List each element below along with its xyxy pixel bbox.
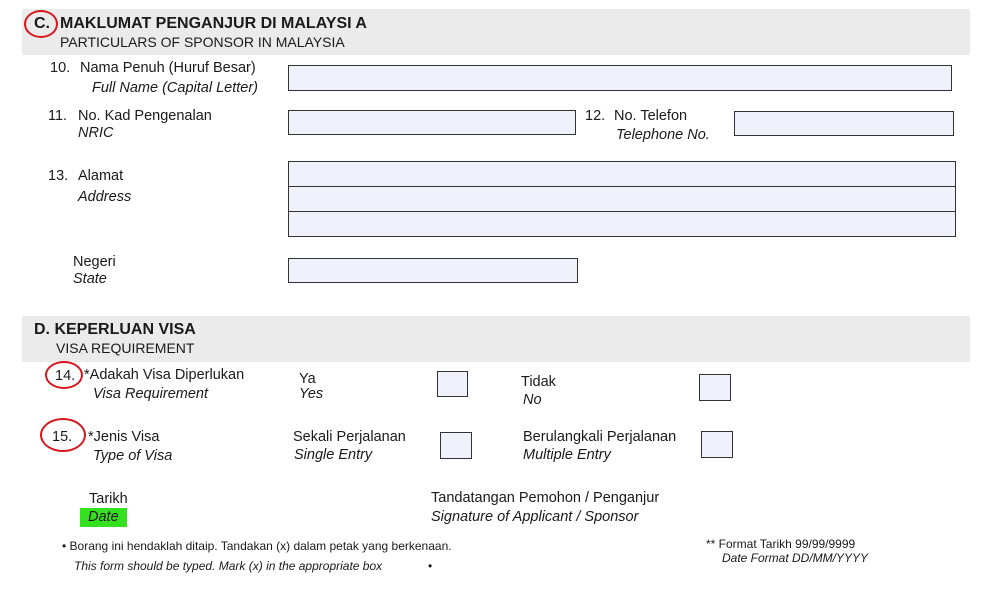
q15-label: *Jenis Visa (88, 429, 160, 445)
date-format-note-en: Date Format DD/MM/YYYY (722, 551, 869, 565)
footer-note-en: This form should be typed. Mark (x) in the appropriate box (74, 559, 383, 573)
footer-bullet: • (428, 559, 433, 573)
annotation-circle-c (24, 10, 58, 38)
state-label: Negeri (73, 254, 116, 270)
q10-label: Nama Penuh (Huruf Besar) (80, 60, 256, 76)
section-c-title: MAKLUMAT PENGANJUR DI MALAYSI A (60, 15, 367, 32)
q12-label: No. Telefon (614, 108, 688, 124)
date-format-note: ** Format Tarikh 99/99/9999 (706, 537, 856, 551)
q15-multiple-label-en: Multiple Entry (523, 447, 611, 463)
q10-number: 10. (50, 60, 71, 76)
q14-number: 14. (55, 368, 76, 384)
signature-label-en: Signature of Applicant / Sponsor (431, 509, 639, 525)
full-name-field[interactable] (288, 65, 952, 91)
date-label: Tarikh (89, 491, 128, 507)
visa-required-yes-checkbox[interactable] (437, 371, 468, 397)
section-c-subtitle: PARTICULARS OF SPONSOR IN MALAYSIA (60, 34, 345, 50)
q14-label: *Adakah Visa Diperlukan (84, 367, 245, 383)
signature-label: Tandatangan Pemohon / Penganjur (431, 490, 660, 506)
annotation-circle-15 (40, 418, 86, 452)
q14-yes-label-en: Yes (299, 386, 324, 402)
multiple-entry-checkbox[interactable] (701, 431, 733, 458)
q15-single-label-en: Single Entry (294, 447, 373, 463)
telephone-field[interactable] (734, 111, 954, 136)
q12-number: 12. (585, 108, 606, 124)
q13-label: Alamat (78, 168, 124, 184)
q11-label-en: NRIC (78, 125, 114, 141)
state-label-en: State (73, 271, 107, 287)
section-c-letter: C. (34, 15, 50, 32)
q13-number: 13. (48, 168, 69, 184)
q11-number: 11. (48, 108, 68, 124)
q12-label-en: Telephone No. (616, 127, 710, 143)
visa-required-no-checkbox[interactable] (699, 374, 731, 401)
q15-number: 15. (52, 429, 73, 445)
single-entry-checkbox[interactable] (440, 432, 472, 459)
q14-yes-label: Ya (299, 371, 316, 387)
q14-label-en: Visa Requirement (93, 386, 208, 402)
q15-label-en: Type of Visa (93, 448, 173, 464)
address-line-1[interactable] (288, 161, 956, 187)
q14-no-label: Tidak (521, 374, 556, 390)
q10-label-en: Full Name (Capital Letter) (92, 80, 258, 96)
footer-note: • Borang ini hendaklah ditaip. Tandakan (x) dalam petak yang berkenaan. (62, 539, 452, 553)
section-d-title: D. KEPERLUAN VISA (34, 321, 196, 338)
q14-no-label-en: No (523, 392, 542, 408)
q11-label: No. Kad Pengenalan (78, 108, 212, 124)
annotation-circle-14 (45, 361, 83, 389)
section-d-subtitle: VISA REQUIREMENT (56, 340, 195, 356)
q13-label-en: Address (78, 189, 132, 205)
address-line-2[interactable] (288, 186, 956, 212)
address-line-3[interactable] (288, 211, 956, 237)
nric-field[interactable] (288, 110, 576, 135)
state-field[interactable] (288, 258, 578, 283)
date-label-en: Date (80, 508, 127, 527)
q15-multiple-label: Berulangkali Perjalanan (523, 429, 677, 445)
q15-single-label: Sekali Perjalanan (293, 429, 406, 445)
